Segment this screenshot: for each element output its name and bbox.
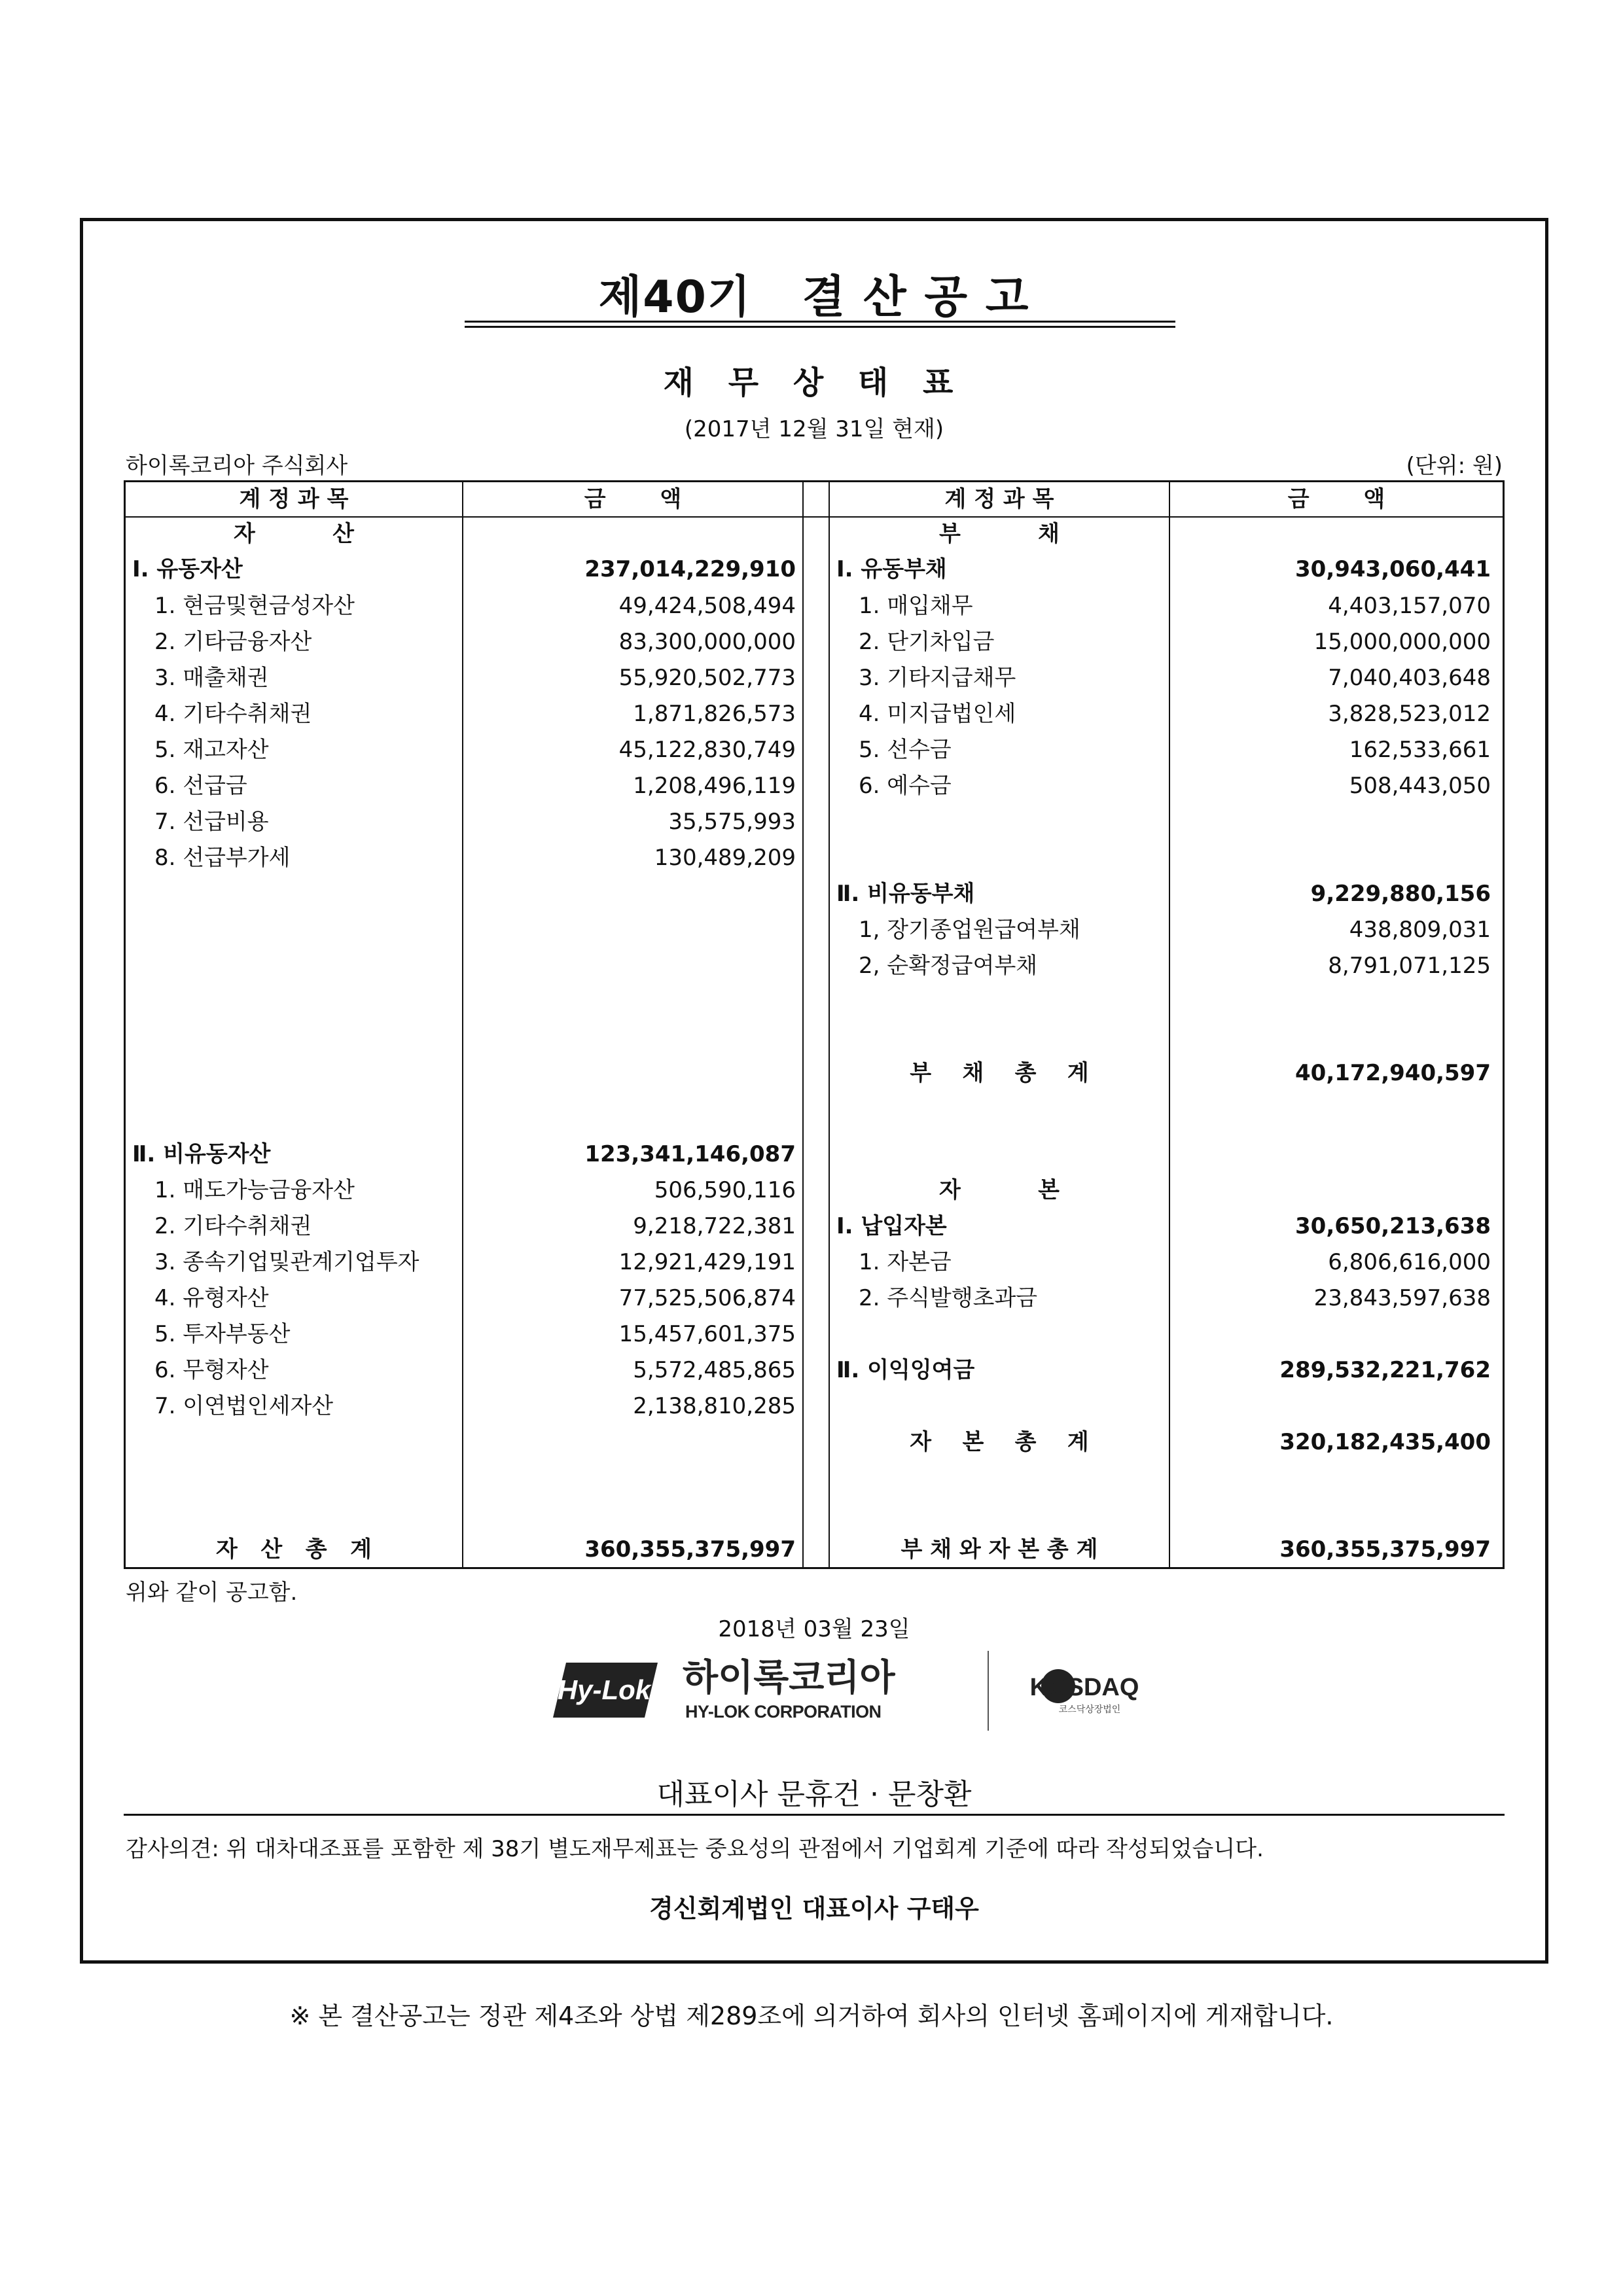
equity-item-label: 2. 주식발행초과금 bbox=[859, 1285, 1038, 1311]
asset-item-label: 3. 매출채권 bbox=[154, 665, 269, 691]
liability-item-value: 15,000,000,000 bbox=[1313, 629, 1491, 655]
total-equity-value: 320,182,435,400 bbox=[1279, 1429, 1491, 1455]
liability-item-label: 3. 기타지급채무 bbox=[859, 665, 1016, 691]
retained-earnings-total: 289,532,221,762 bbox=[1279, 1357, 1491, 1383]
title-rule-top bbox=[465, 321, 1175, 323]
asset-item-value: 2,138,810,285 bbox=[633, 1393, 796, 1419]
retained-earnings-label: Ⅱ. 이익잉여금 bbox=[836, 1357, 975, 1383]
liability-item-value: 438,809,031 bbox=[1349, 917, 1491, 943]
asset-item-value: 55,920,502,773 bbox=[618, 665, 796, 691]
total-assets-label: 자 산 총 계 bbox=[216, 1536, 372, 1563]
asset-item-value: 35,575,993 bbox=[668, 809, 796, 835]
asset-item-value: 1,208,496,119 bbox=[633, 773, 796, 799]
hylok-english-name: HY-LOK CORPORATION bbox=[685, 1702, 882, 1722]
equity-section-label: 자 본 bbox=[938, 1177, 1060, 1203]
title-rule-bottom bbox=[465, 326, 1175, 328]
noncurrent-assets-label: Ⅱ. 비유동자산 bbox=[132, 1141, 271, 1167]
asset-item-label: 3. 종속기업및관계기업투자 bbox=[154, 1249, 419, 1275]
asset-item-value: 15,457,601,375 bbox=[618, 1321, 796, 1347]
asset-item-value: 130,489,209 bbox=[654, 845, 796, 871]
assets-section-label: 자 산 bbox=[233, 521, 355, 547]
asset-item-label: 7. 이연법인세자산 bbox=[154, 1393, 334, 1419]
asset-item-label: 7. 선급비용 bbox=[154, 809, 269, 835]
kosdaq-logo-subtext: 코스닥상장법인 bbox=[1058, 1704, 1121, 1715]
col-divider bbox=[802, 482, 804, 1567]
total-assets-value: 360,355,375,997 bbox=[584, 1536, 796, 1563]
liability-item-value: 7,040,403,648 bbox=[1328, 665, 1491, 691]
total-liabilities-value: 40,172,940,597 bbox=[1295, 1060, 1491, 1086]
liability-item-label: 1, 장기종업원급여부채 bbox=[859, 917, 1080, 943]
asset-item-value: 1,871,826,573 bbox=[633, 701, 796, 727]
paid-in-capital-label: Ⅰ. 납입자본 bbox=[836, 1213, 947, 1239]
kosdaq-logo-text: KOSDAQ bbox=[1029, 1674, 1139, 1701]
asset-item-value: 506,590,116 bbox=[654, 1177, 796, 1203]
noncurrent-liabilities-label: Ⅱ. 비유동부채 bbox=[836, 881, 975, 907]
hylok-logo-icon bbox=[553, 1644, 1179, 1736]
audit-opinion: 감사의견: 위 대차대조표를 포함한 제 38기 별도재무제표는 중요성의 관점에서 기업회계 기준에 따라 작성되었습니다. bbox=[126, 1836, 1264, 1862]
liability-item-label: 5. 선수금 bbox=[859, 737, 952, 763]
unit-label: (단위: 원) bbox=[1406, 453, 1503, 479]
liability-item-label: 6. 예수금 bbox=[859, 773, 952, 799]
equity-item-value: 6,806,616,000 bbox=[1328, 1249, 1491, 1275]
asset-item-label: 5. 투자부동산 bbox=[154, 1321, 291, 1347]
footnote: ※ 본 결산공고는 정관 제4조와 상법 제289조에 의거하여 회사의 인터넷 홈페이지에 게재합니다. bbox=[289, 2002, 1334, 2030]
equity-item-value: 23,843,597,638 bbox=[1313, 1285, 1491, 1311]
hylok-korean-name: 하이록코리아 bbox=[683, 1657, 895, 1699]
liability-item-value: 508,443,050 bbox=[1349, 773, 1491, 799]
liability-item-value: 8,791,071,125 bbox=[1328, 953, 1491, 979]
current-assets-total: 237,014,229,910 bbox=[584, 556, 796, 582]
asset-item-label: 4. 기타수취채권 bbox=[154, 701, 312, 727]
liabilities-section-label: 부 채 bbox=[938, 521, 1060, 547]
representative-names: 대표이사 문휴건 · 문창환 bbox=[656, 1778, 972, 1811]
asset-item-label: 8. 선급부가세 bbox=[154, 845, 291, 871]
asset-item-label: 1. 매도가능금융자산 bbox=[154, 1177, 355, 1203]
liability-item-value: 3,828,523,012 bbox=[1328, 701, 1491, 727]
notice-date: 2018년 03월 23일 bbox=[718, 1616, 910, 1642]
company-logos bbox=[553, 1644, 1179, 1736]
statement-title: 재 무 상 태 표 bbox=[663, 364, 965, 401]
right-amount-header: 금 액 bbox=[1287, 486, 1385, 512]
current-liabilities-label: Ⅰ. 유동부채 bbox=[836, 556, 947, 582]
asset-item-value: 12,921,429,191 bbox=[618, 1249, 796, 1275]
notice-frame bbox=[80, 218, 1548, 1964]
asset-item-value: 77,525,506,874 bbox=[618, 1285, 796, 1311]
asset-item-label: 1. 현금및현금성자산 bbox=[154, 593, 355, 619]
right-account-header: 계 정 과 목 bbox=[944, 486, 1054, 512]
notice-title: 제40기 결 산 공 고 bbox=[598, 272, 1030, 323]
hylok-mark-text: Hy-Lok bbox=[557, 1674, 651, 1705]
liability-item-value: 162,533,661 bbox=[1349, 737, 1491, 763]
asset-item-value: 9,218,722,381 bbox=[633, 1213, 796, 1239]
auditor-name: 경신회계법인 대표이사 구태우 bbox=[649, 1894, 979, 1923]
current-liabilities-total: 30,943,060,441 bbox=[1295, 556, 1491, 582]
left-account-header: 계 정 과 목 bbox=[239, 486, 349, 512]
left-amount-header: 금 액 bbox=[584, 486, 682, 512]
equity-item-label: 1. 자본금 bbox=[859, 1249, 952, 1275]
noncurrent-assets-total: 123,341,146,087 bbox=[584, 1141, 796, 1167]
liabilities-equity-total-label: 부 채 와 자 본 총 계 bbox=[901, 1536, 1098, 1563]
liability-item-label: 4. 미지급법인세 bbox=[859, 701, 1016, 727]
asset-item-label: 5. 재고자산 bbox=[154, 737, 269, 763]
balance-sheet-table bbox=[124, 480, 1505, 1569]
asset-item-value: 83,300,000,000 bbox=[618, 629, 796, 655]
paid-in-capital-total: 30,650,213,638 bbox=[1295, 1213, 1491, 1239]
current-assets-label: Ⅰ. 유동자산 bbox=[132, 556, 243, 582]
liabilities-equity-total-value: 360,355,375,997 bbox=[1279, 1536, 1491, 1563]
liability-item-label: 1. 매입채무 bbox=[859, 593, 973, 619]
company-name: 하이록코리아 주식회사 bbox=[126, 453, 348, 479]
asset-item-value: 5,572,485,865 bbox=[633, 1357, 796, 1383]
total-liabilities-label: 부 채 총 계 bbox=[910, 1060, 1089, 1086]
asset-item-value: 45,122,830,749 bbox=[618, 737, 796, 763]
total-equity-label: 자 본 총 계 bbox=[910, 1429, 1089, 1455]
asset-item-value: 49,424,508,494 bbox=[618, 593, 796, 619]
notice-statement: 위와 같이 공고함. bbox=[126, 1580, 298, 1606]
asset-item-label: 6. 무형자산 bbox=[154, 1357, 269, 1383]
asset-item-label: 6. 선급금 bbox=[154, 773, 247, 799]
liability-item-label: 2. 단기차입금 bbox=[859, 629, 995, 655]
asset-item-label: 2. 기타수취채권 bbox=[154, 1213, 312, 1239]
representative-rule bbox=[124, 1814, 1505, 1816]
asset-item-label: 2. 기타금융자산 bbox=[154, 629, 312, 655]
as-of-date: (2017년 12월 31일 현재) bbox=[684, 416, 944, 442]
noncurrent-liabilities-total: 9,229,880,156 bbox=[1310, 881, 1491, 907]
liability-item-label: 2, 순확정급여부채 bbox=[859, 953, 1038, 979]
asset-item-label: 4. 유형자산 bbox=[154, 1285, 269, 1311]
liability-item-value: 4,403,157,070 bbox=[1328, 593, 1491, 619]
